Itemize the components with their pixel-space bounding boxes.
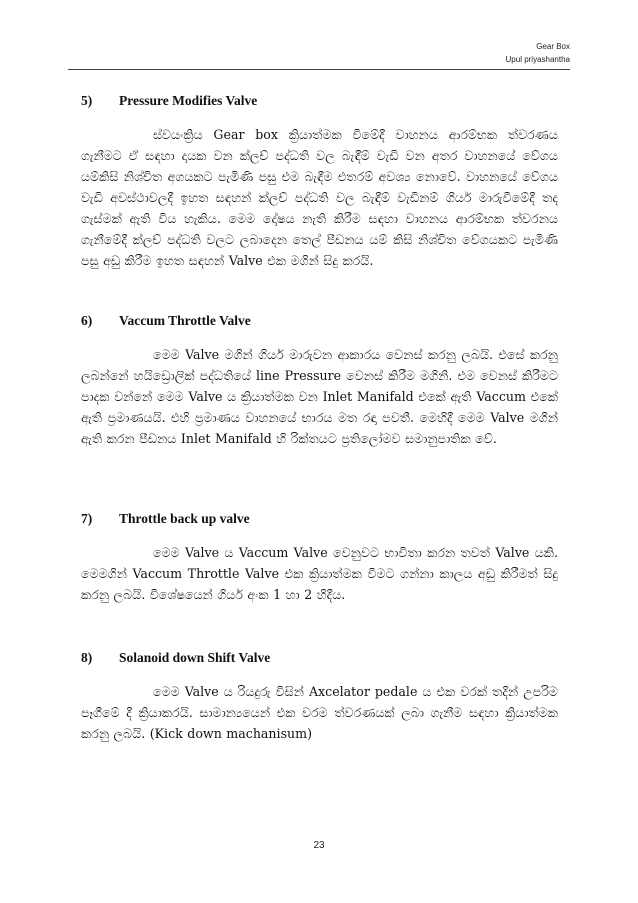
section-heading [81, 649, 558, 667]
section-body: මෙම Valve මගින් ගියර් මාරුවන ආකාරය වෙනස් කරනු ලබයි. එසේ කරනු ලබන්නේ හයිඩ්‍රොලික් පද්ධතියේ line Pressure වෙනස් කිරීම මගිනි. එම වෙනස් කිරීමට පාදක වන්නේ මෙම Valve ය ක්‍රියාත්මක වන Inlet Manifald එකේ ඇති Vaccum එකේ ඇති ප්‍රමාණයයි. එහි ප්‍රමාණය වාහනයේ භාරය මත රඳා පවතී. මෙහිදී මෙම Valve මගින් ඇති කරන පීඩනය Inlet Manifald හි රික්තයට ප්‍රතිලෝමව සමානුපාතික වේ. [81, 347, 558, 446]
section-number: 6) [81, 313, 93, 328]
section-pressure-modifies-valve [81, 92, 558, 271]
section-solanoid-down-shift-valve [81, 649, 558, 744]
header-divider [68, 69, 570, 70]
section-body: ස්වයංක්‍රිය Gear box ක්‍රියාත්මක වීමේදී වාහනය ආරම්භක ත්වරණය ගැනීමට ඒ සඳහා දායක වන ක්ලච් පද්ධති වල බැඳීම් වැඩි වන අතර වාහනයේ වේගය යම්කිසි නිශ්චිත අගයකට පැමිණි පසු එම බැඳීම එතරම් අවශ්‍ය නොවේ. වාහනයේ වේගය වැඩි අවස්ථාවලදී ඉහත සඳහන් ක්ලච් පද්ධති වල බැඳීම් වැඩිනම් ගියර් මාරුවීමේදී තද ගැස්මක් ඇති විය හැකිය. මෙම දෝෂය නැති කිරීම සඳහා වාහනය ආරම්භක ත්වරනය ගැනීමේදී ක්ලච් පද්ධති වලට ලබාදෙන තෙල් පීඩනය යම් කිසි නිශ්චිත වේගයකට පැමිණි පසු අඩු කිරීම ඉහත සඳහන් Valve එක මගින් සිදු කරයි. [81, 127, 558, 268]
section-heading [81, 312, 558, 330]
section-title: Vaccum Throttle Valve [119, 313, 251, 328]
section-title: Pressure Modifies Valve [119, 93, 258, 108]
header-title: Gear Box [536, 42, 570, 51]
page-header [506, 40, 570, 66]
section-vaccum-throttle-valve [81, 312, 558, 449]
section-heading [81, 510, 558, 528]
page-number: 23 [313, 840, 325, 851]
section-title: Throttle back up valve [119, 511, 250, 526]
section-number: 7) [81, 511, 93, 526]
section-body: මෙම Valve ය Vaccum Valve වෙනුවට භාවිතා කරන තවත් Valve යකි. මෙමගින් Vaccum Throttle Valve එක ක්‍රියාත්මක වීමට ගන්නා කාලය අඩු කිරීමත් සිදු කරනු ලබයි. විශේෂයෙන් ගියර් අංක 1 හා 2 හිදීය. [81, 545, 558, 602]
section-number: 8) [81, 650, 93, 665]
section-throttle-back-up-valve [81, 510, 558, 605]
section-heading [81, 92, 558, 110]
section-title: Solanoid down Shift Valve [119, 650, 271, 665]
section-body: මෙම Valve ය රියදුරු විසින් Axcelator pedale ය එක වරක් තදින් උපරිම පෑගීමේ දී ක්‍රියාකරයි. සාමාන්‍යයෙන් එක වරම ත්වරණයක් ලබා ගැනීම සඳහා ක්‍රියාත්මක කරනු ලබයි. (Kick down machanisum) [81, 684, 558, 741]
header-author: Upul priyashantha [505, 55, 570, 64]
section-number: 5) [81, 93, 93, 108]
